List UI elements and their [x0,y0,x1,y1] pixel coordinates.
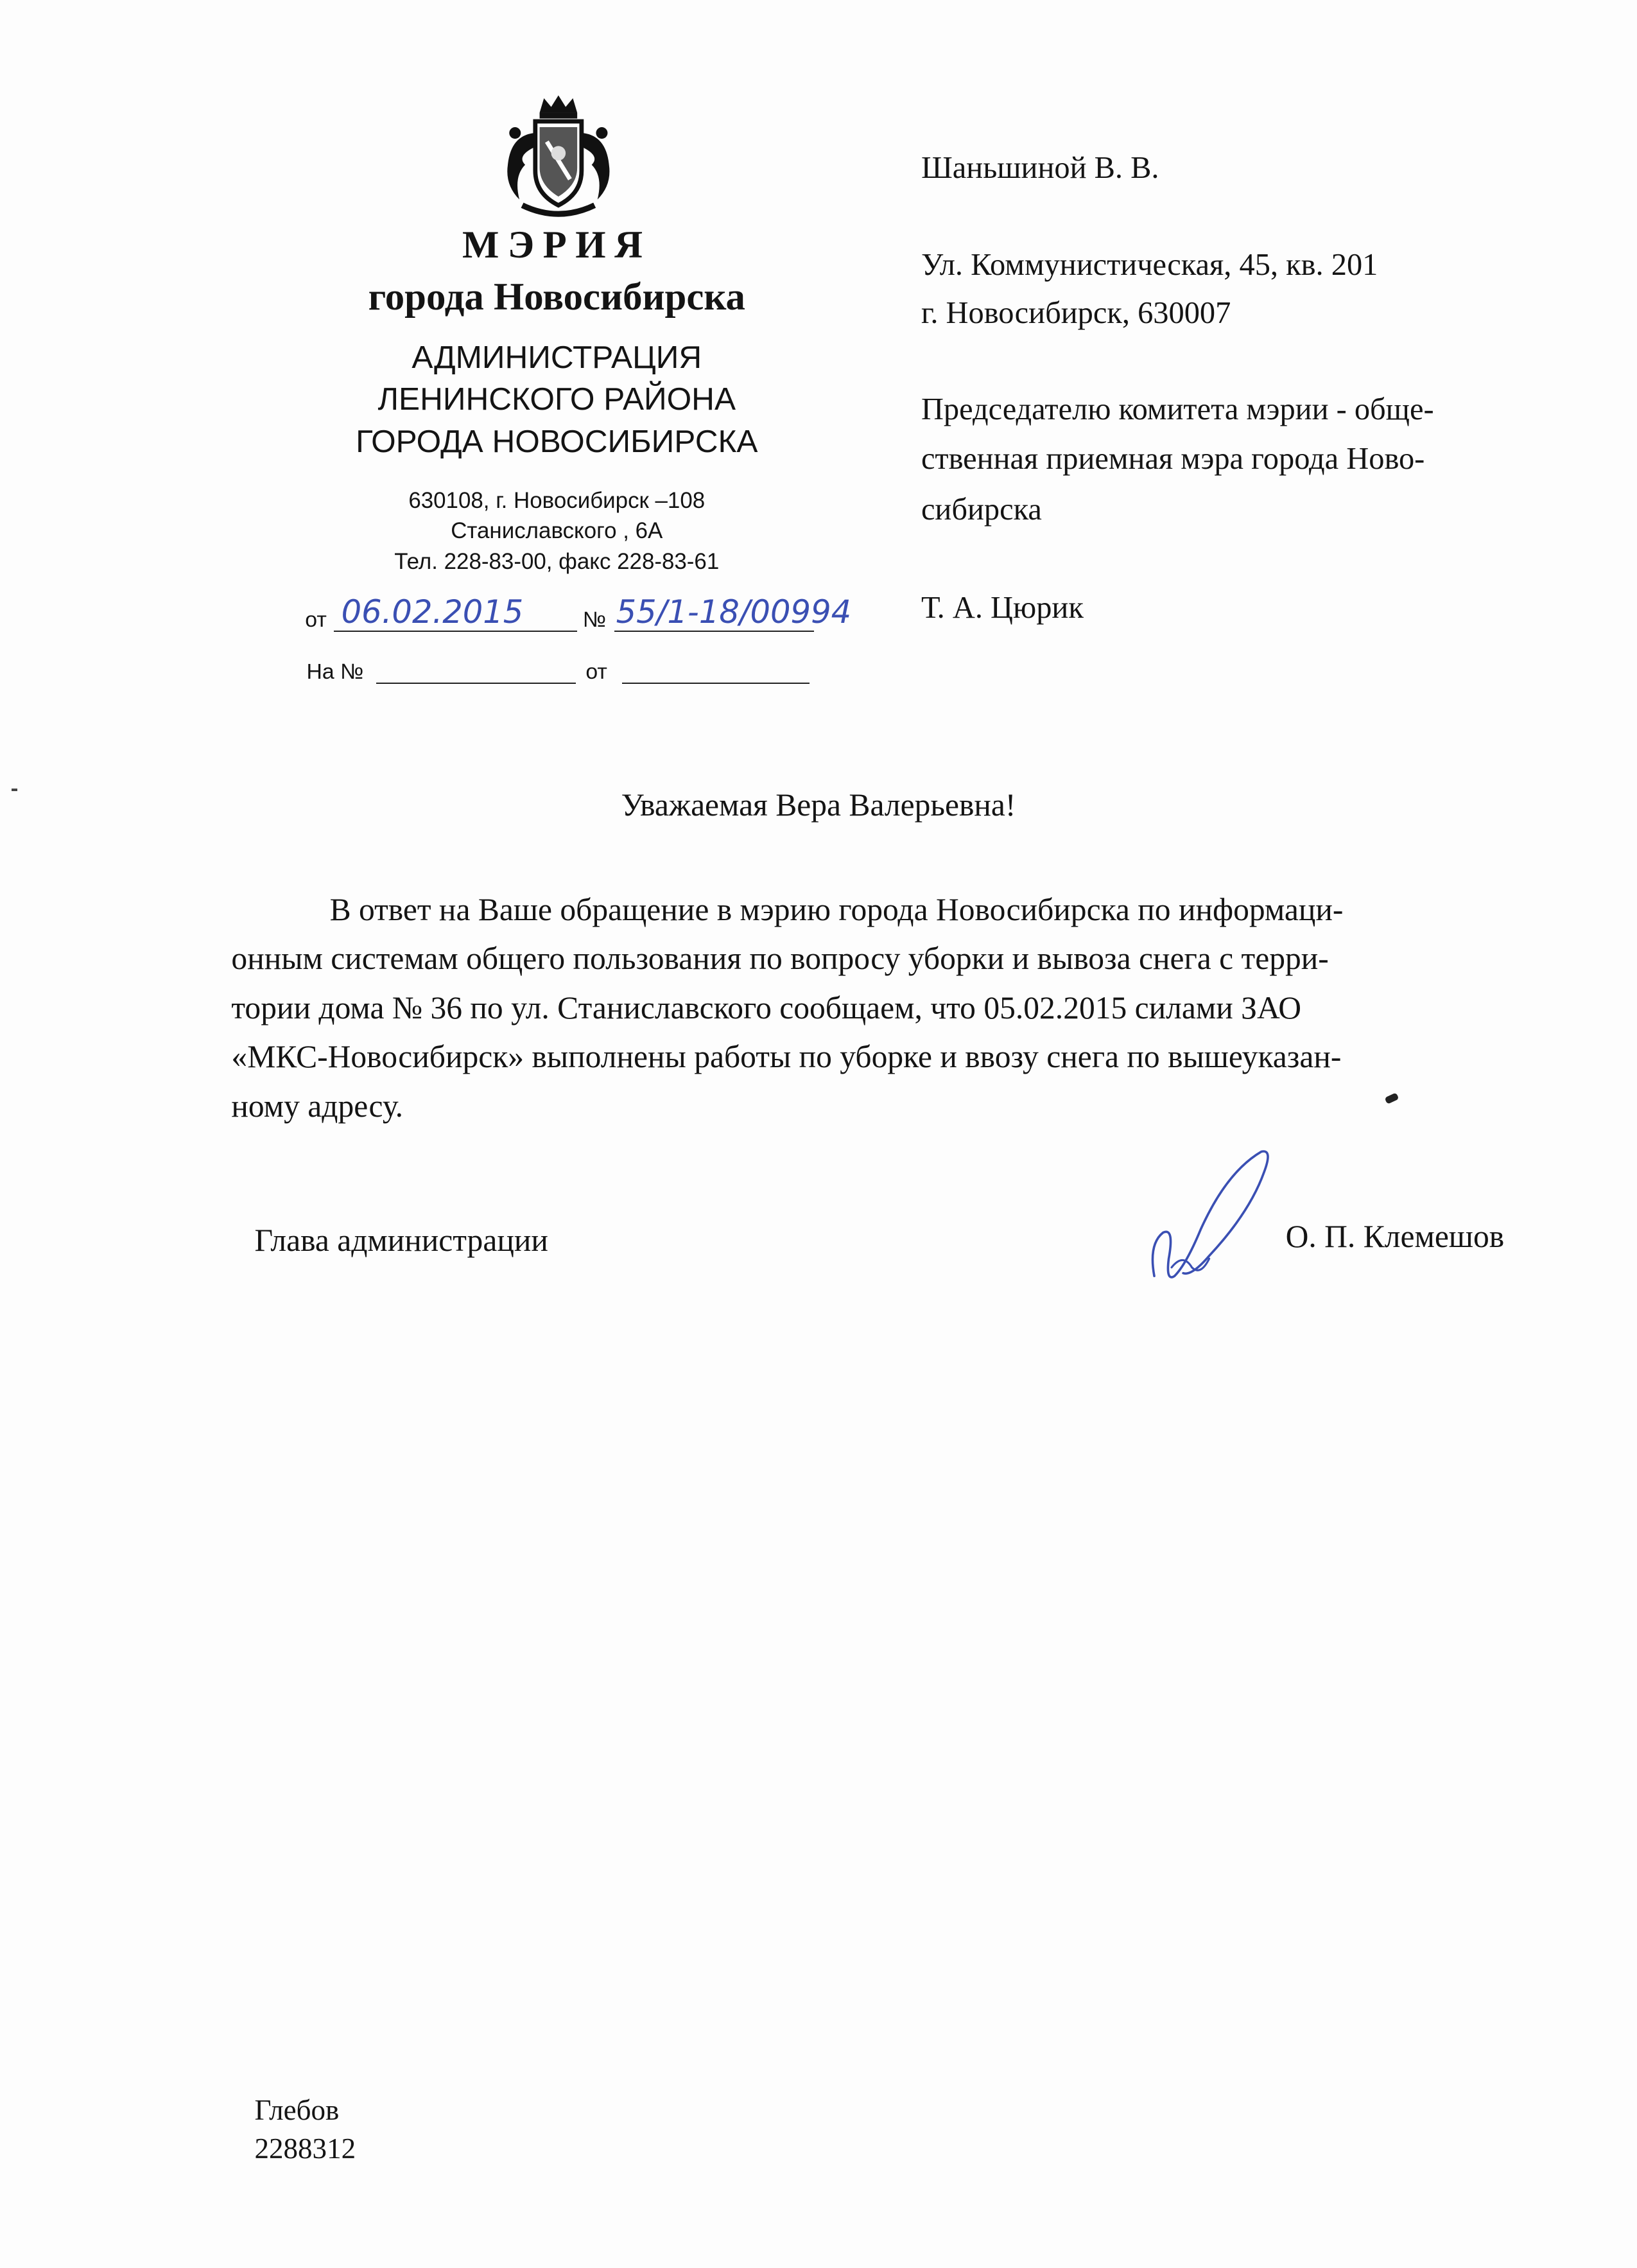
executor-name: Глебов [254,2093,340,2126]
salutation: Уважаемая Вера Валерьевна! [621,787,1016,823]
signatory-name: О. П. Клемешов [1285,1218,1505,1254]
copy-recipient-title-2: ственная приемная мэра города Ново- [921,442,1425,476]
reg-date-underline [334,631,576,632]
addressee-city: г. Новосибирск, 630007 [921,295,1231,330]
executor-phone: 2288312 [254,2133,356,2165]
body-line: «МКС-Новосибирск» выполнены работы по уборке и ввозу снега по вышеуказан- [231,1039,1342,1075]
org-address-line-2: Станиславского , 6А [451,518,663,544]
reg-number-underline [614,631,814,632]
reg-date-value: 06.02.2015 [341,593,524,631]
admin-line-2: ЛЕНИНСКОГО РАЙОНА [377,381,736,417]
body-line: онным системам общего пользования по вопросу уборки и вывоза снега с терри- [231,941,1329,977]
reply-date-label: от [585,659,607,685]
body-line: В ответ на Ваше обращение в мэрию города Новосибирска по информаци- [329,891,1344,927]
coat-of-arms-icon [496,92,621,220]
org-name: МЭРИЯ [462,223,652,266]
copy-recipient-name: Т. А. Цюрик [921,591,1084,625]
handwritten-signature-icon [1143,1143,1273,1295]
org-city: города Новосибирска [368,275,745,318]
reg-number-label: № [582,607,607,632]
admin-line-3: ГОРОДА НОВОСИБИРСКА [356,423,758,459]
signatory-title: Глава администрации [254,1223,548,1259]
reply-number-label: На № [306,659,364,685]
reply-number-underline [376,683,576,684]
copy-recipient-title-1: Председателю комитета мэрии - обще- [921,392,1434,427]
addressee-street: Ул. Коммунистическая, 45, кв. 201 [921,248,1378,283]
copy-recipient-title-3: сибирска [921,492,1042,527]
body-line: тории дома № 36 по ул. Станиславского сообщаем, что 05.02.2015 силами ЗАО [231,990,1302,1025]
letter-body [231,885,1559,1131]
reply-date-underline [622,683,810,684]
scan-speck [12,789,17,792]
org-address-line-1: 630108, г. Новосибирск –108 [408,487,706,513]
reg-date-label: от [305,607,327,632]
admin-line-1: АДМИНИСТРАЦИЯ [411,338,702,375]
body-line: ному адресу. [231,1088,404,1124]
reg-number-value: 55/1-18/00994 [616,593,852,631]
addressee-name: Шаньшиной В. В. [921,151,1159,186]
org-phone-fax: Тел. 228-83-00, факс 228-83-61 [394,548,720,574]
